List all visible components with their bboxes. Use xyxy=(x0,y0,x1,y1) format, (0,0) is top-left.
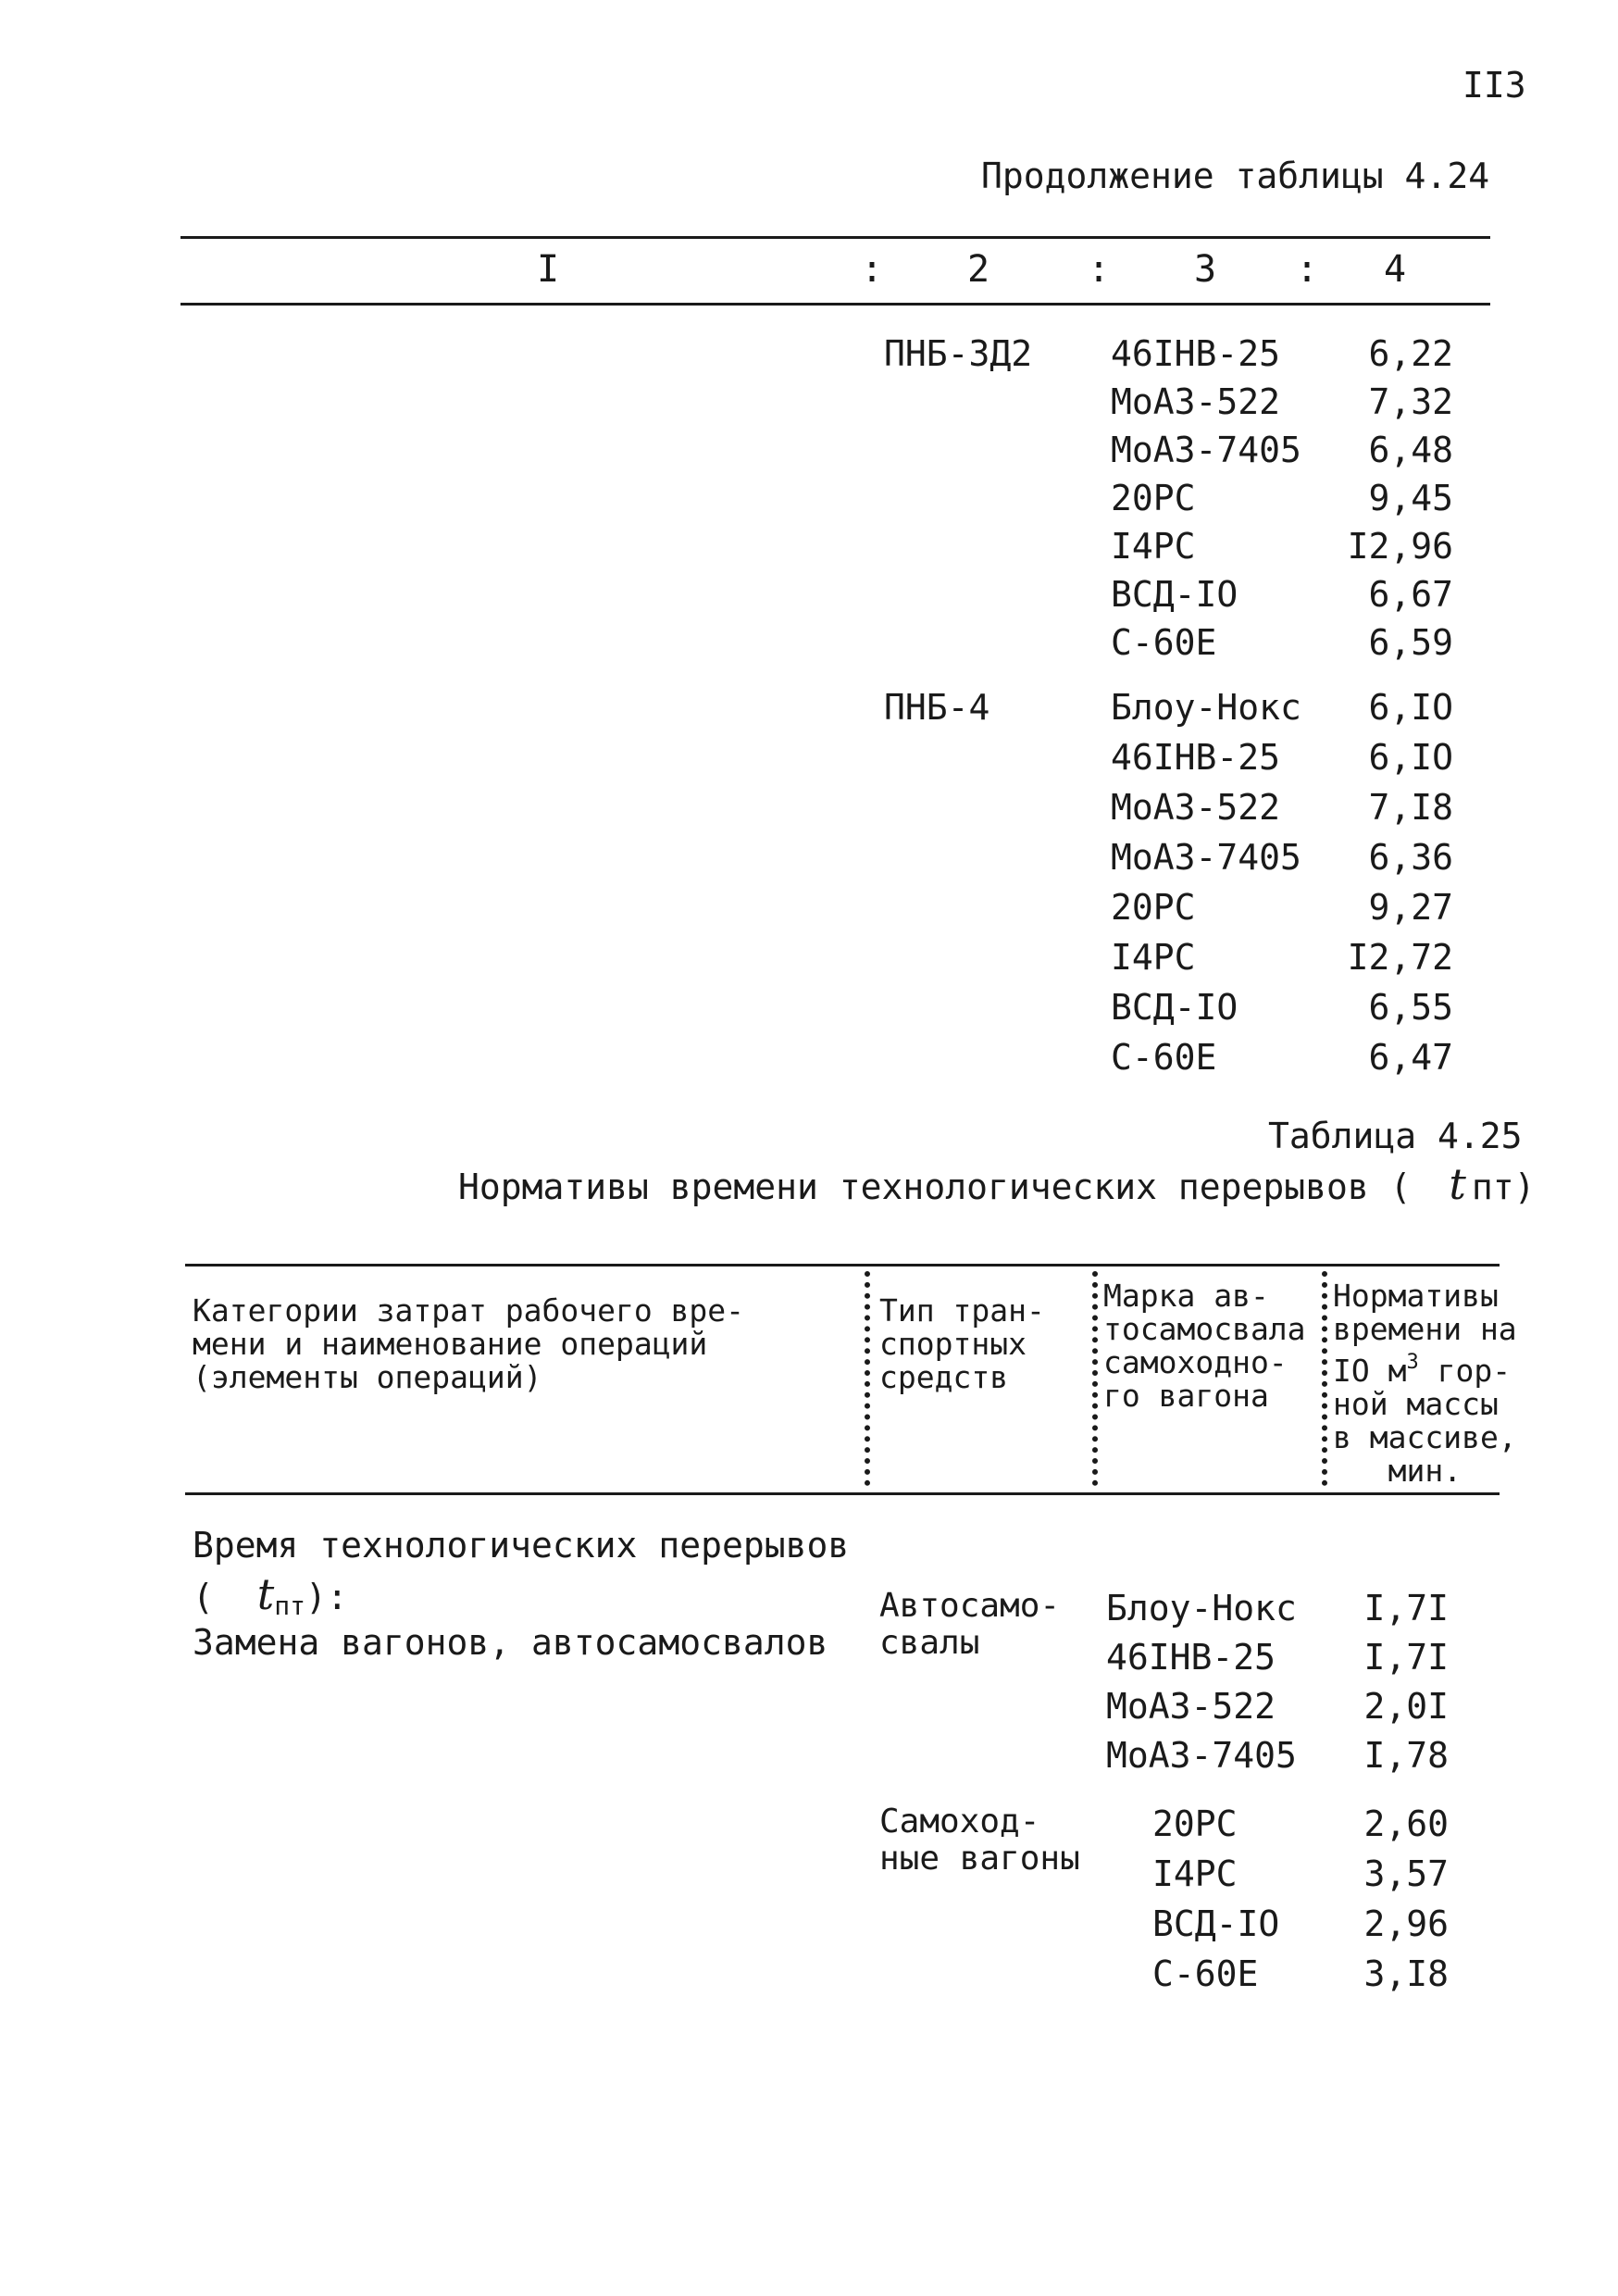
table-row-model: 46IНВ-25 xyxy=(1111,333,1281,374)
table2-header-col4-sup: 3 xyxy=(1406,1351,1419,1374)
table-row-value: I2,72 xyxy=(1347,937,1453,978)
table1-col2-number: 2 xyxy=(967,248,990,291)
table-row-model: ВСД-IО xyxy=(1152,1903,1280,1944)
table2-op-sub: пт xyxy=(274,1591,305,1621)
table1-top-rule xyxy=(180,236,1490,239)
table-row-value: I2,96 xyxy=(1347,526,1453,567)
table-row-model: 46IНВ-25 xyxy=(1106,1637,1276,1678)
table2-col-divider-2 xyxy=(1092,1271,1098,1486)
table1-sep1: : xyxy=(861,248,884,291)
table-row-model: ВСД-IО xyxy=(1111,987,1238,1028)
table2-header-col4-pre: Нормативы времени на IО м xyxy=(1333,1278,1517,1389)
table-row-value: 2,60 xyxy=(1363,1803,1449,1844)
table2-top-rule xyxy=(185,1264,1500,1267)
table1-sep3: : xyxy=(1296,248,1319,291)
table-row-value: 6,IО xyxy=(1368,737,1453,778)
table-row-model: Блоу-Нокс xyxy=(1106,1588,1297,1628)
table-row-value: 3,I8 xyxy=(1363,1953,1449,1994)
table-row-model: МоАЗ-7405 xyxy=(1111,430,1301,470)
table-row-value: 6,59 xyxy=(1368,622,1453,663)
table-row-model: 20РС xyxy=(1111,887,1196,928)
table-row-model: МоАЗ-7405 xyxy=(1111,837,1301,878)
table-row-value: 6,22 xyxy=(1368,333,1453,374)
table-row-model: МоАЗ-522 xyxy=(1111,381,1281,422)
table2-label: Таблица 4.25 xyxy=(1268,1116,1523,1156)
table-row-model: Блоу-Нокс xyxy=(1111,687,1301,728)
table-row-model: С-60Е xyxy=(1111,1037,1217,1078)
table-row-value: 9,45 xyxy=(1368,478,1453,518)
table-row-value: I,7I xyxy=(1363,1637,1449,1678)
table1-group1-type: ПНБ-3Д2 xyxy=(884,333,1033,374)
table-row-model: 20РС xyxy=(1111,478,1196,518)
table2-op-open: ( xyxy=(193,1577,214,1617)
table2-col-divider-3 xyxy=(1322,1271,1327,1486)
table-row-model: МоАЗ-7405 xyxy=(1106,1735,1297,1776)
table-row-value: I,7I xyxy=(1363,1588,1449,1628)
table-row-value: 3,57 xyxy=(1363,1853,1449,1894)
table2-title-sub: пт xyxy=(1471,1167,1514,1207)
table2-title xyxy=(458,1159,1536,1209)
table2-header-col4-post: гор- ной массы в массиве, мин. xyxy=(1333,1353,1517,1489)
table1-col3-number: 3 xyxy=(1194,248,1217,291)
table-row-value: 9,27 xyxy=(1368,887,1453,928)
table2-header-col4 xyxy=(1333,1279,1517,1488)
table-row-value: 7,32 xyxy=(1368,381,1453,422)
table1-col1-number: I xyxy=(537,248,560,291)
table-row-model: С-60Е xyxy=(1152,1953,1259,1994)
table-row-value: 6,47 xyxy=(1368,1037,1453,1078)
table2-title-t: t xyxy=(1449,1159,1466,1209)
table-row-value: 6,55 xyxy=(1368,987,1453,1028)
table-row-value: I,78 xyxy=(1363,1735,1449,1776)
table1-header-rule xyxy=(180,303,1490,306)
table-row-value: 6,IО xyxy=(1368,687,1453,728)
table-row-model: 20РС xyxy=(1152,1803,1238,1844)
table1-sep2: : xyxy=(1088,248,1111,291)
table-row-model: I4РС xyxy=(1152,1853,1238,1894)
table-row-value: 6,67 xyxy=(1368,574,1453,615)
table-row-model: I4РС xyxy=(1111,526,1196,567)
table2-header-rule xyxy=(185,1492,1500,1495)
table-row-value: 6,36 xyxy=(1368,837,1453,878)
table2-operation-title: Время технологических перерывов xyxy=(193,1525,850,1566)
table2-header-col2: Тип тран- спортных средств xyxy=(879,1292,1045,1395)
table2-title-prefix: Нормативы времени технологических перерывов ( xyxy=(458,1167,1412,1207)
table2-header-col3: Марка ав- тосамосвала самоходно- го вагона xyxy=(1103,1278,1306,1414)
table2-group2-type: Самоход- ные вагоны xyxy=(879,1803,1080,1878)
table2-header-col1: Категории затрат рабочего вре- мени и наименование операций (элементы операций) xyxy=(193,1292,745,1395)
table-row-value: 7,I8 xyxy=(1368,787,1453,828)
table-row-value: 2,96 xyxy=(1363,1903,1449,1944)
table2-group1-type: Автосамо- свалы xyxy=(879,1587,1061,1662)
table-row-model: 46IНВ-25 xyxy=(1111,737,1281,778)
table-row-model: С-60Е xyxy=(1111,622,1217,663)
table-row-model: МоАЗ-522 xyxy=(1111,787,1281,828)
table-row-model: МоАЗ-522 xyxy=(1106,1686,1276,1727)
table-row-model: ВСД-IО xyxy=(1111,574,1238,615)
table-row-value: 2,0I xyxy=(1363,1686,1449,1727)
table2-title-suffix: ) xyxy=(1513,1167,1536,1207)
continuation-title: Продолжение таблицы 4.24 xyxy=(981,156,1490,196)
table2-op-close: ): xyxy=(305,1577,348,1617)
table2-operation-item: Замена вагонов, автосамосвалов xyxy=(193,1622,828,1663)
page-number: II3 xyxy=(1462,65,1526,106)
table2-op-t: t xyxy=(256,1569,275,1619)
table2-operation-symbol xyxy=(193,1569,348,1621)
table-row-model: I4РС xyxy=(1111,937,1196,978)
table1-group2-type: ПНБ-4 xyxy=(884,687,990,728)
table-row-value: 6,48 xyxy=(1368,430,1453,470)
table2-col-divider-1 xyxy=(865,1271,870,1486)
table1-col4-number: 4 xyxy=(1384,248,1407,291)
